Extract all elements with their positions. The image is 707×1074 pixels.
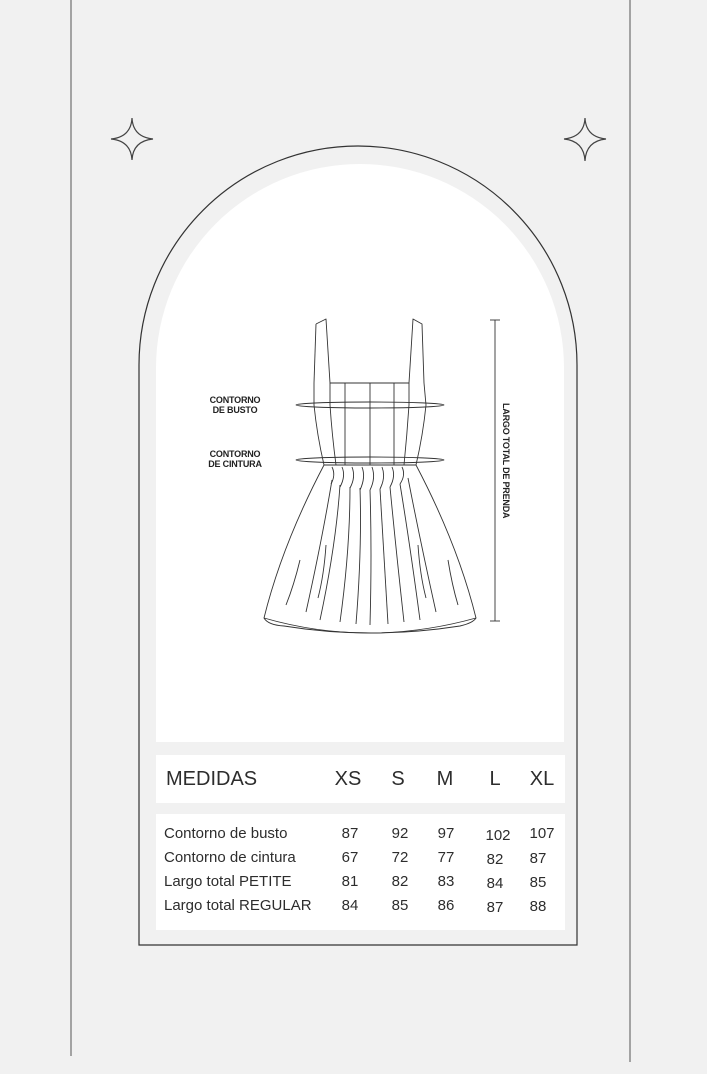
- length-label: LARGO TOTAL DE PRENDA: [501, 403, 511, 519]
- waist-label: CONTORNO DE CINTURA: [208, 449, 262, 469]
- value-cell: 84: [486, 875, 504, 892]
- value-cell: 102: [485, 827, 511, 844]
- value-cell: 87: [341, 825, 359, 842]
- value-cell: 72: [391, 849, 409, 866]
- value-cell: 81: [341, 873, 359, 890]
- value-cell: 85: [391, 897, 409, 914]
- table-row: [156, 845, 565, 869]
- bust-label: CONTORNO DE BUSTO: [209, 395, 261, 415]
- value-cell: 88: [529, 898, 547, 915]
- size-table-body: [156, 814, 565, 930]
- value-cell: 77: [437, 849, 455, 866]
- row-label: Contorno de busto: [164, 825, 288, 842]
- value-cell: 97: [437, 825, 455, 842]
- value-cell: 84: [341, 897, 359, 914]
- sparkle-icon: [111, 118, 153, 160]
- table-row: [156, 821, 565, 845]
- value-cell: 107: [529, 825, 555, 842]
- value-cell: 87: [529, 850, 547, 867]
- table-row: [156, 893, 565, 917]
- size-table-header: [156, 755, 565, 803]
- size-header-s: S: [391, 768, 405, 790]
- row-label: Largo total PETITE: [164, 873, 292, 890]
- row-label: Largo total REGULAR: [164, 897, 312, 914]
- value-cell: 83: [437, 873, 455, 890]
- table-row: [156, 869, 565, 893]
- table-title: MEDIDAS: [166, 768, 258, 790]
- value-cell: 82: [391, 873, 409, 890]
- size-header-xl: XL: [529, 768, 555, 790]
- value-cell: 92: [391, 825, 409, 842]
- sparkle-icon: [564, 118, 606, 161]
- value-cell: 86: [437, 897, 455, 914]
- row-label: Contorno de cintura: [164, 849, 296, 866]
- value-cell: 82: [486, 851, 504, 868]
- value-cell: 67: [341, 849, 359, 866]
- size-header-l: L: [489, 768, 501, 790]
- value-cell: 87: [486, 899, 504, 916]
- size-header-xs: XS: [334, 768, 362, 790]
- size-header-m: M: [436, 768, 454, 790]
- value-cell: 85: [529, 874, 547, 891]
